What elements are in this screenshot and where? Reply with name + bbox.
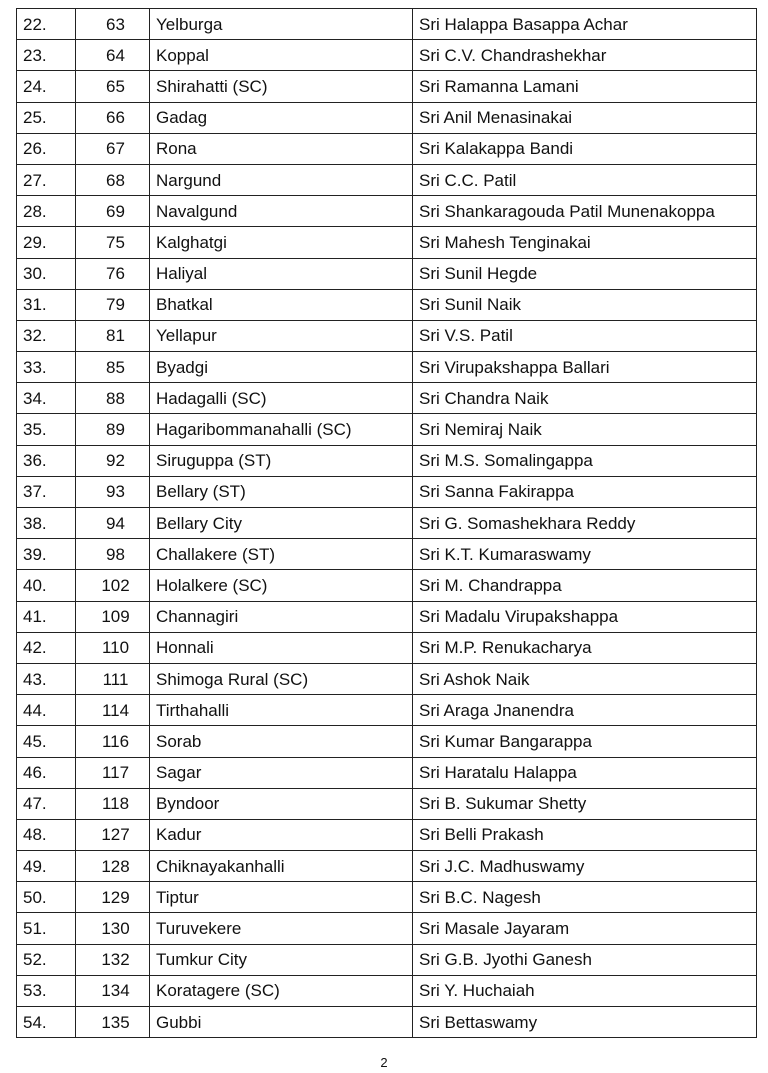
serial-number-cell: 48.	[17, 819, 76, 850]
constituency-name-cell: Bellary (ST)	[150, 476, 413, 507]
constituency-name-cell: Koratagere (SC)	[150, 975, 413, 1006]
serial-number-cell: 34.	[17, 383, 76, 414]
table-row	[17, 726, 757, 757]
constituency-name-cell: Honnali	[150, 632, 413, 663]
candidate-name-cell: Sri Madalu Virupakshappa	[413, 601, 757, 632]
serial-number-cell: 27.	[17, 164, 76, 195]
serial-number-cell: 51.	[17, 913, 76, 944]
table-row	[17, 476, 757, 507]
table-row	[17, 196, 757, 227]
constituency-number-cell: 66	[76, 102, 150, 133]
constituency-number-cell: 116	[76, 726, 150, 757]
constituency-number-cell: 130	[76, 913, 150, 944]
table-row	[17, 695, 757, 726]
constituency-number-cell: 76	[76, 258, 150, 289]
constituency-name-cell: Kadur	[150, 819, 413, 850]
serial-number-cell: 31.	[17, 289, 76, 320]
candidate-name-cell: Sri Belli Prakash	[413, 819, 757, 850]
table-row	[17, 320, 757, 351]
table-row	[17, 289, 757, 320]
constituency-number-cell: 88	[76, 383, 150, 414]
constituency-number-cell: 111	[76, 663, 150, 694]
candidate-name-cell: Sri Kalakappa Bandi	[413, 133, 757, 164]
constituency-name-cell: Byadgi	[150, 352, 413, 383]
candidate-name-cell: Sri J.C. Madhuswamy	[413, 851, 757, 882]
constituency-number-cell: 75	[76, 227, 150, 258]
table-row	[17, 601, 757, 632]
constituency-number-cell: 134	[76, 975, 150, 1006]
serial-number-cell: 47.	[17, 788, 76, 819]
candidate-name-cell: Sri V.S. Patil	[413, 320, 757, 351]
candidate-name-cell: Sri Sanna Fakirappa	[413, 476, 757, 507]
serial-number-cell: 33.	[17, 352, 76, 383]
constituency-number-cell: 93	[76, 476, 150, 507]
table-row	[17, 851, 757, 882]
constituency-name-cell: Navalgund	[150, 196, 413, 227]
serial-number-cell: 22.	[17, 9, 76, 40]
table-row	[17, 164, 757, 195]
table-row	[17, 383, 757, 414]
candidate-name-cell: Sri Mahesh Tenginakai	[413, 227, 757, 258]
serial-number-cell: 42.	[17, 632, 76, 663]
constituency-number-cell: 132	[76, 944, 150, 975]
constituency-name-cell: Tiptur	[150, 882, 413, 913]
constituency-name-cell: Nargund	[150, 164, 413, 195]
constituency-number-cell: 85	[76, 352, 150, 383]
candidate-name-cell: Sri Nemiraj Naik	[413, 414, 757, 445]
serial-number-cell: 46.	[17, 757, 76, 788]
serial-number-cell: 53.	[17, 975, 76, 1006]
page-number: 2	[380, 1055, 388, 1070]
constituency-number-cell: 65	[76, 71, 150, 102]
constituency-name-cell: Yelburga	[150, 9, 413, 40]
serial-number-cell: 45.	[17, 726, 76, 757]
constituency-name-cell: Hadagalli (SC)	[150, 383, 413, 414]
serial-number-cell: 52.	[17, 944, 76, 975]
candidate-name-cell: Sri Masale Jayaram	[413, 913, 757, 944]
constituency-number-cell: 92	[76, 445, 150, 476]
constituency-number-cell: 129	[76, 882, 150, 913]
candidate-name-cell: Sri Kumar Bangarappa	[413, 726, 757, 757]
table-row	[17, 71, 757, 102]
constituency-name-cell: Sagar	[150, 757, 413, 788]
table-row	[17, 414, 757, 445]
constituency-name-cell: Tirthahalli	[150, 695, 413, 726]
candidate-name-cell: Sri Y. Huchaiah	[413, 975, 757, 1006]
constituency-number-cell: 68	[76, 164, 150, 195]
candidate-name-cell: Sri Haratalu Halappa	[413, 757, 757, 788]
table-row	[17, 352, 757, 383]
table-row	[17, 663, 757, 694]
constituency-name-cell: Haliyal	[150, 258, 413, 289]
table-row	[17, 975, 757, 1006]
serial-number-cell: 29.	[17, 227, 76, 258]
candidate-name-cell: Sri M.P. Renukacharya	[413, 632, 757, 663]
constituency-number-cell: 102	[76, 570, 150, 601]
table-row	[17, 944, 757, 975]
table-row	[17, 40, 757, 71]
table-row	[17, 1007, 757, 1038]
constituency-name-cell: Holalkere (SC)	[150, 570, 413, 601]
table-row	[17, 9, 757, 40]
constituency-number-cell: 89	[76, 414, 150, 445]
table-body	[17, 9, 757, 1038]
table-row	[17, 445, 757, 476]
constituency-number-cell: 63	[76, 9, 150, 40]
serial-number-cell: 32.	[17, 320, 76, 351]
serial-number-cell: 23.	[17, 40, 76, 71]
constituency-name-cell: Chiknayakanhalli	[150, 851, 413, 882]
constituency-name-cell: Shimoga Rural (SC)	[150, 663, 413, 694]
serial-number-cell: 39.	[17, 539, 76, 570]
constituency-number-cell: 98	[76, 539, 150, 570]
constituency-name-cell: Kalghatgi	[150, 227, 413, 258]
candidate-name-cell: Sri Shankaragouda Patil Munenakoppa	[413, 196, 757, 227]
candidate-name-cell: Sri M. Chandrappa	[413, 570, 757, 601]
serial-number-cell: 35.	[17, 414, 76, 445]
constituency-name-cell: Yellapur	[150, 320, 413, 351]
constituency-name-cell: Shirahatti (SC)	[150, 71, 413, 102]
table-row	[17, 757, 757, 788]
serial-number-cell: 25.	[17, 102, 76, 133]
candidate-name-cell: Sri Bettaswamy	[413, 1007, 757, 1038]
constituency-name-cell: Bellary City	[150, 508, 413, 539]
constituency-number-cell: 127	[76, 819, 150, 850]
serial-number-cell: 24.	[17, 71, 76, 102]
candidate-name-cell: Sri K.T. Kumaraswamy	[413, 539, 757, 570]
candidate-name-cell: Sri C.V. Chandrashekhar	[413, 40, 757, 71]
constituency-number-cell: 135	[76, 1007, 150, 1038]
serial-number-cell: 28.	[17, 196, 76, 227]
table-row	[17, 227, 757, 258]
constituency-name-cell: Koppal	[150, 40, 413, 71]
constituency-name-cell: Gubbi	[150, 1007, 413, 1038]
constituency-number-cell: 94	[76, 508, 150, 539]
constituency-name-cell: Tumkur City	[150, 944, 413, 975]
constituency-number-cell: 110	[76, 632, 150, 663]
serial-number-cell: 41.	[17, 601, 76, 632]
candidate-name-cell: Sri Araga Jnanendra	[413, 695, 757, 726]
table-row	[17, 819, 757, 850]
candidate-name-cell: Sri Anil Menasinakai	[413, 102, 757, 133]
serial-number-cell: 38.	[17, 508, 76, 539]
candidate-name-cell: Sri Virupakshappa Ballari	[413, 352, 757, 383]
table-row	[17, 570, 757, 601]
table-row	[17, 539, 757, 570]
serial-number-cell: 50.	[17, 882, 76, 913]
constituency-number-cell: 128	[76, 851, 150, 882]
constituency-name-cell: Hagaribommanahalli (SC)	[150, 414, 413, 445]
constituency-number-cell: 81	[76, 320, 150, 351]
candidate-name-cell: Sri Halappa Basappa Achar	[413, 9, 757, 40]
serial-number-cell: 37.	[17, 476, 76, 507]
serial-number-cell: 30.	[17, 258, 76, 289]
constituency-number-cell: 79	[76, 289, 150, 320]
candidate-name-cell: Sri Sunil Hegde	[413, 258, 757, 289]
constituency-number-cell: 114	[76, 695, 150, 726]
candidate-name-cell: Sri B.C. Nagesh	[413, 882, 757, 913]
table-row	[17, 102, 757, 133]
serial-number-cell: 44.	[17, 695, 76, 726]
candidate-name-cell: Sri B. Sukumar Shetty	[413, 788, 757, 819]
constituency-name-cell: Sorab	[150, 726, 413, 757]
candidate-name-cell: Sri Ashok Naik	[413, 663, 757, 694]
constituency-number-cell: 67	[76, 133, 150, 164]
constituency-number-cell: 64	[76, 40, 150, 71]
table-row	[17, 882, 757, 913]
serial-number-cell: 40.	[17, 570, 76, 601]
constituency-name-cell: Turuvekere	[150, 913, 413, 944]
candidate-name-cell: Sri G. Somashekhara Reddy	[413, 508, 757, 539]
table-row	[17, 133, 757, 164]
constituency-name-cell: Challakere (ST)	[150, 539, 413, 570]
serial-number-cell: 26.	[17, 133, 76, 164]
serial-number-cell: 54.	[17, 1007, 76, 1038]
constituency-number-cell: 109	[76, 601, 150, 632]
constituency-name-cell: Byndoor	[150, 788, 413, 819]
serial-number-cell: 49.	[17, 851, 76, 882]
constituency-name-cell: Rona	[150, 133, 413, 164]
candidate-name-cell: Sri Ramanna Lamani	[413, 71, 757, 102]
candidate-name-cell: Sri Chandra Naik	[413, 383, 757, 414]
table-row	[17, 258, 757, 289]
candidate-list-table	[16, 8, 757, 1038]
constituency-name-cell: Gadag	[150, 102, 413, 133]
constituency-number-cell: 117	[76, 757, 150, 788]
constituency-number-cell: 118	[76, 788, 150, 819]
table-row	[17, 913, 757, 944]
serial-number-cell: 43.	[17, 663, 76, 694]
candidate-name-cell: Sri M.S. Somalingappa	[413, 445, 757, 476]
candidate-name-cell: Sri Sunil Naik	[413, 289, 757, 320]
constituency-name-cell: Channagiri	[150, 601, 413, 632]
table-row	[17, 632, 757, 663]
table-row	[17, 788, 757, 819]
serial-number-cell: 36.	[17, 445, 76, 476]
constituency-name-cell: Siruguppa (ST)	[150, 445, 413, 476]
constituency-number-cell: 69	[76, 196, 150, 227]
constituency-name-cell: Bhatkal	[150, 289, 413, 320]
candidate-name-cell: Sri G.B. Jyothi Ganesh	[413, 944, 757, 975]
table-row	[17, 508, 757, 539]
candidate-name-cell: Sri C.C. Patil	[413, 164, 757, 195]
